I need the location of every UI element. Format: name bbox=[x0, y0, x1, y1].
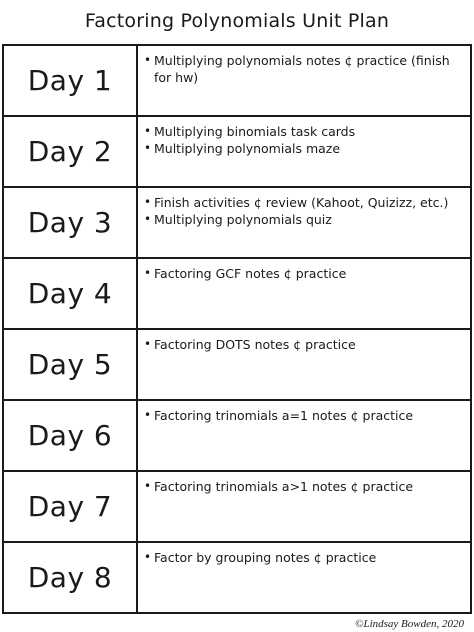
activity-text: Factoring DOTS notes ¢ practice bbox=[154, 337, 356, 352]
copyright-footer: ©Lindsay Bowden, 2020 bbox=[355, 618, 464, 630]
day-label: Day 6 bbox=[27, 419, 113, 452]
activities-cell bbox=[138, 543, 470, 612]
activity-item bbox=[144, 140, 462, 157]
activity-list bbox=[144, 52, 462, 86]
activity-list bbox=[144, 407, 462, 424]
day-cell bbox=[4, 472, 138, 541]
activity-text: Multiplying polynomials quiz bbox=[154, 212, 332, 227]
day-label: Day 7 bbox=[27, 490, 113, 523]
activity-text: Factoring trinomials a=1 notes ¢ practice bbox=[154, 408, 414, 423]
activity-item bbox=[144, 549, 462, 566]
day-row bbox=[4, 330, 470, 401]
bullet-icon: • bbox=[144, 124, 152, 138]
day-row bbox=[4, 188, 470, 259]
day-cell bbox=[4, 117, 138, 186]
day-label: Day 5 bbox=[27, 348, 113, 381]
activity-item bbox=[144, 265, 462, 282]
activity-item bbox=[144, 407, 462, 424]
activity-text: Factor by grouping notes ¢ practice bbox=[154, 550, 377, 565]
activities-cell bbox=[138, 401, 470, 470]
bullet-icon: • bbox=[144, 195, 152, 209]
bullet-icon: • bbox=[144, 337, 152, 351]
activity-list bbox=[144, 478, 462, 495]
bullet-icon: • bbox=[144, 53, 152, 67]
bullet-icon: • bbox=[144, 141, 152, 155]
bullet-icon: • bbox=[144, 266, 152, 280]
bullet-icon: • bbox=[144, 408, 152, 422]
activity-item bbox=[144, 52, 462, 86]
day-label: Day 4 bbox=[27, 277, 113, 310]
day-row bbox=[4, 259, 470, 330]
day-label: Day 8 bbox=[27, 561, 113, 594]
day-cell bbox=[4, 330, 138, 399]
activity-text: Multiplying binomials task cards bbox=[154, 124, 356, 139]
bullet-icon: • bbox=[144, 212, 152, 226]
activities-cell bbox=[138, 46, 470, 115]
activity-item bbox=[144, 336, 462, 353]
activities-cell bbox=[138, 117, 470, 186]
day-cell bbox=[4, 401, 138, 470]
activity-list bbox=[144, 194, 462, 228]
activities-cell bbox=[138, 188, 470, 257]
bullet-icon: • bbox=[144, 550, 152, 564]
day-row bbox=[4, 472, 470, 543]
activity-text: Multiplying polynomials notes ¢ practice (finish for hw) bbox=[154, 53, 450, 85]
day-cell bbox=[4, 188, 138, 257]
day-label: Day 2 bbox=[27, 135, 113, 168]
day-cell bbox=[4, 543, 138, 612]
day-label: Day 1 bbox=[27, 64, 113, 97]
activities-cell bbox=[138, 259, 470, 328]
activity-text: Factoring GCF notes ¢ practice bbox=[154, 266, 347, 281]
activity-item bbox=[144, 194, 462, 211]
unit-plan-table bbox=[2, 44, 472, 614]
activities-cell bbox=[138, 330, 470, 399]
page-title: Factoring Polynomials Unit Plan bbox=[84, 10, 390, 32]
day-cell bbox=[4, 259, 138, 328]
activity-list bbox=[144, 549, 462, 566]
activity-item bbox=[144, 478, 462, 495]
activity-list bbox=[144, 336, 462, 353]
day-cell bbox=[4, 46, 138, 115]
activity-text: Multiplying polynomials maze bbox=[154, 141, 341, 156]
activities-cell bbox=[138, 472, 470, 541]
activity-item bbox=[144, 211, 462, 228]
day-row bbox=[4, 543, 470, 612]
bullet-icon: • bbox=[144, 479, 152, 493]
activity-text: Finish activities ¢ review (Kahoot, Quizizz, etc.) bbox=[154, 195, 449, 210]
day-row bbox=[4, 46, 470, 117]
activity-list bbox=[144, 265, 462, 282]
activity-list bbox=[144, 123, 462, 157]
day-row bbox=[4, 117, 470, 188]
day-label: Day 3 bbox=[27, 206, 113, 239]
activity-item bbox=[144, 123, 462, 140]
activity-text: Factoring trinomials a>1 notes ¢ practice bbox=[154, 479, 414, 494]
day-row bbox=[4, 401, 470, 472]
